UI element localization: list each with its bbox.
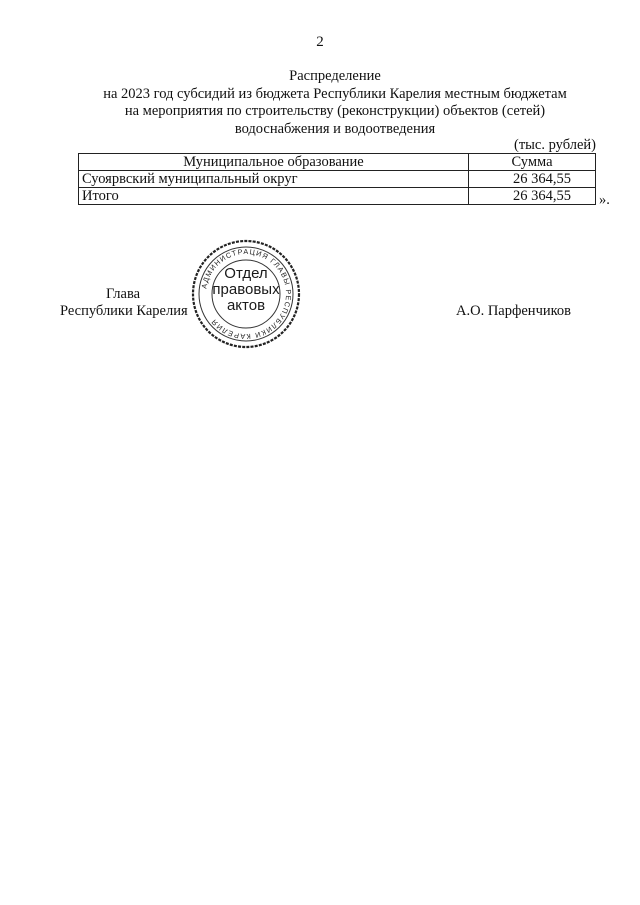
cell-total-sum: 26 364,55: [469, 188, 596, 205]
cell-sum: 26 364,55: [469, 171, 596, 188]
table-total-row: [79, 188, 596, 205]
units-label: (тыс. рублей): [514, 137, 596, 153]
page-number: 2: [316, 34, 324, 50]
title-line-4: водоснабжения и водоотведения: [234, 120, 436, 137]
signatory-name: А.О. Парфенчиков: [456, 303, 572, 319]
stamp-line-3: актов: [226, 297, 266, 314]
stamp-inner-text: [190, 266, 302, 314]
stamp-ring-text: АДМИНИСТРАЦИЯ ГЛАВЫ РЕСПУБЛИКИ КАРЕЛИЯ: [199, 246, 294, 342]
cell-municipality: Суоярвский муниципальный округ: [79, 171, 469, 188]
title-line-3: на мероприятия по строительству (реконструкции) объектов (сетей): [124, 103, 546, 119]
cell-total-label: Итого: [79, 188, 469, 205]
document-title: [60, 68, 610, 138]
stamp-seal: [190, 238, 302, 350]
header-municipality: Муниципальное образование: [79, 154, 469, 171]
stamp-line-1: Отдел: [224, 265, 268, 282]
table-row: [79, 171, 596, 188]
header-sum: Сумма: [469, 154, 596, 171]
position-line-1: Глава: [106, 286, 141, 302]
title-line-1: Распределение: [289, 68, 381, 84]
closing-quote: ».: [599, 192, 610, 208]
distribution-table: [78, 153, 596, 205]
position-line-2: Республики Карелия: [60, 303, 188, 319]
stamp-line-2: правовых: [212, 281, 280, 298]
table-header-row: [79, 154, 596, 171]
title-line-2: на 2023 год субсидий из бюджета Республики Карелия местным бюджетам: [103, 85, 567, 102]
